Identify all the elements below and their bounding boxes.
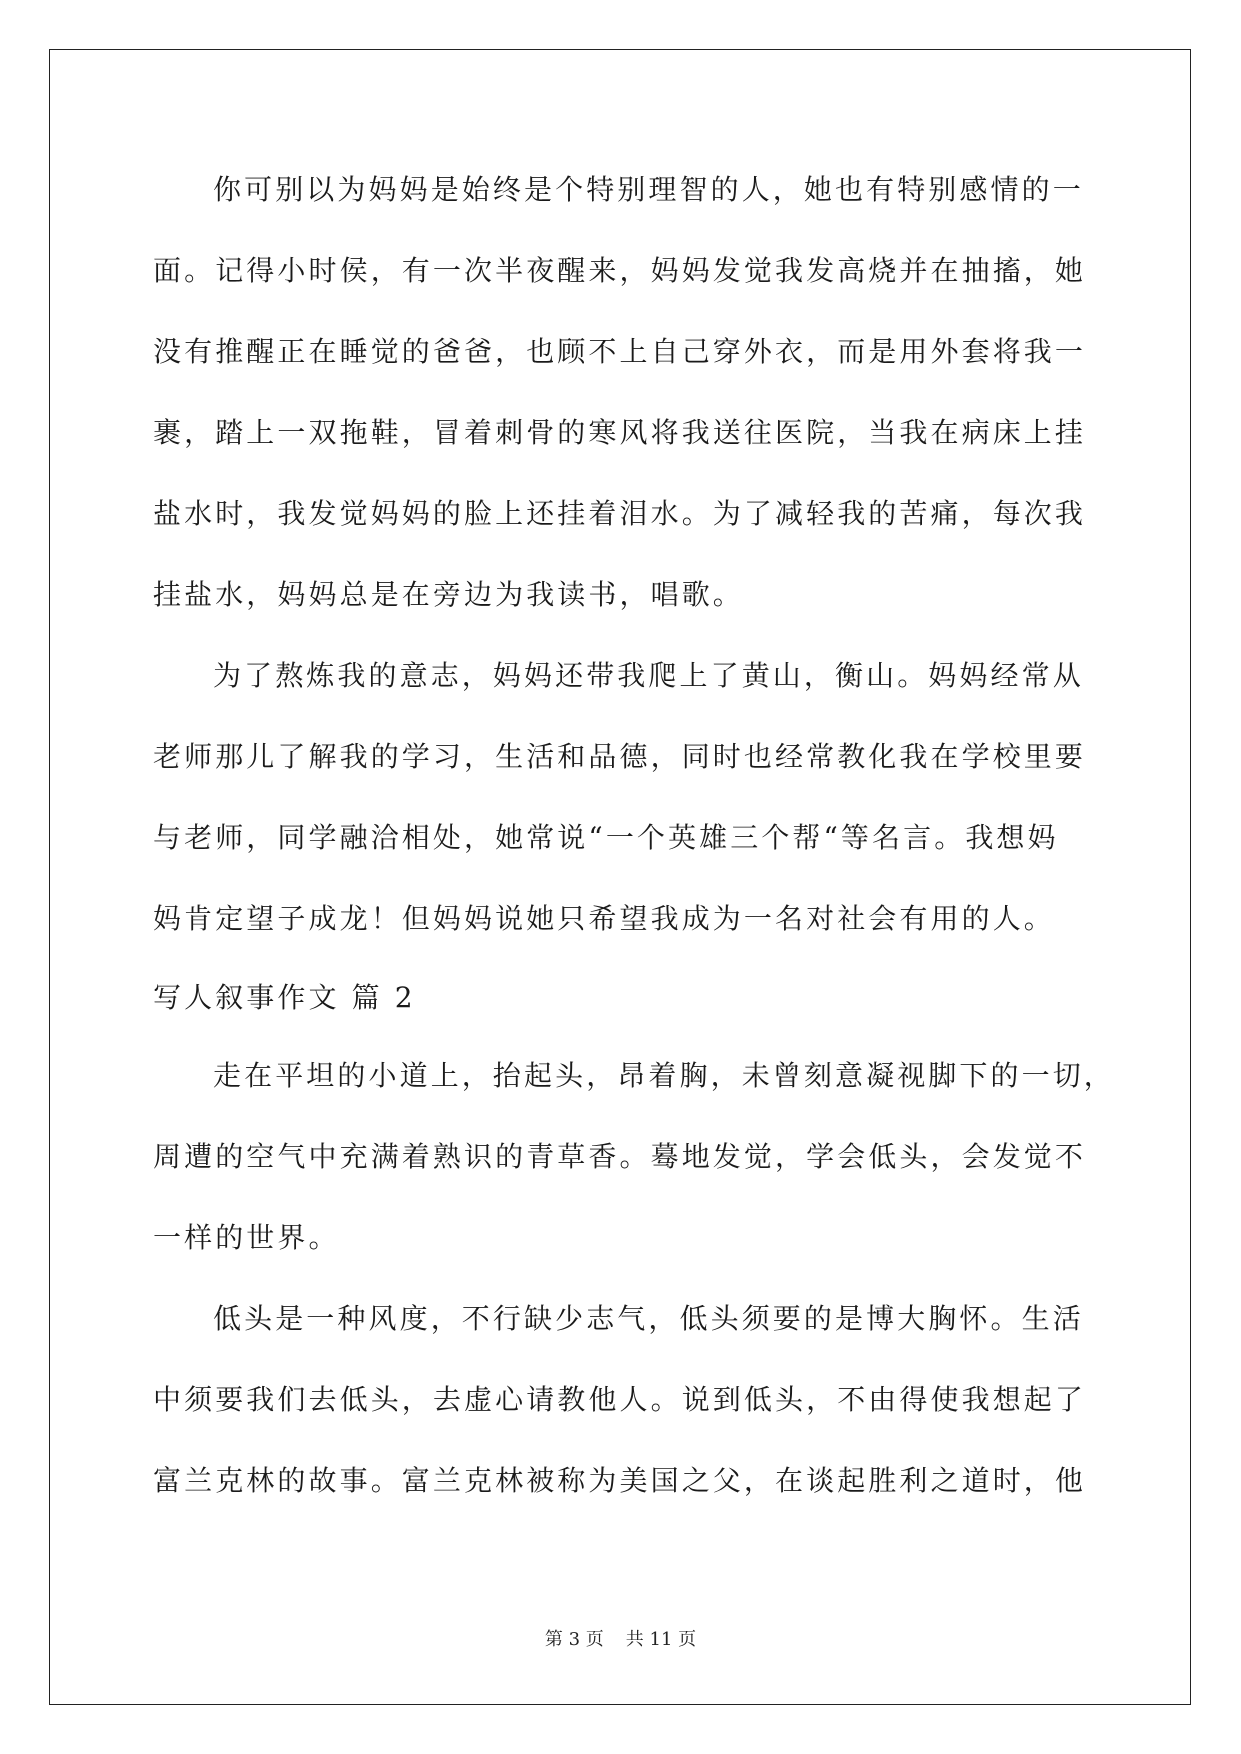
- text-line: 裹，踏上一双拖鞋，冒着刺骨的寒风将我送往医院，当我在病床上挂: [153, 416, 1087, 449]
- text-line: 老师那儿了解我的学习，生活和品德，同时也经常教化我在学校里要: [153, 740, 1087, 773]
- page-number: 第 3 页: [544, 1629, 604, 1650]
- text-line: 挂盐水，妈妈总是在旁边为我读书，唱歌。: [153, 578, 744, 611]
- text-line: 妈肯定望子成龙！但妈妈说她只希望我成为一名对社会有用的人。: [153, 902, 1055, 935]
- text-line: 周遭的空气中充满着熟识的青草香。蓦地发觉，学会低头，会发觉不: [153, 1140, 1087, 1173]
- page-total: 共 11 页: [625, 1629, 697, 1650]
- text-line: 没有推醒正在睡觉的爸爸，也顾不上自己穿外衣，而是用外套将我一: [153, 335, 1087, 368]
- text-line: 面。记得小时侯，有一次半夜醒来，妈妈发觉我发高烧并在抽搐，她: [153, 254, 1087, 287]
- page-border: [49, 49, 1191, 1705]
- text-line: 走在平坦的小道上，抬起头，昂着胸，未曾刻意凝视脚下的一切，: [213, 1059, 1115, 1092]
- text-line: 你可别以为妈妈是始终是个特别理智的人，她也有特别感情的一: [213, 173, 1084, 206]
- text-line: 为了熬炼我的意志，妈妈还带我爬上了黄山，衡山。妈妈经常从: [213, 659, 1084, 692]
- text-line: 中须要我们去低头，去虚心请教他人。说到低头，不由得使我想起了: [153, 1383, 1087, 1416]
- page-footer: [0, 1625, 1241, 1651]
- text-line: 与老师，同学融洽相处，她常说“一个英雄三个帮“等名言。我想妈: [153, 821, 1059, 854]
- text-line: 一样的世界。: [153, 1221, 340, 1254]
- section-heading: 写人叙事作文 篇 2: [153, 981, 416, 1014]
- text-line: 富兰克林的故事。富兰克林被称为美国之父，在谈起胜利之道时，他: [153, 1464, 1087, 1497]
- text-line: 盐水时，我发觉妈妈的脸上还挂着泪水。为了减轻我的苦痛，每次我: [153, 497, 1087, 530]
- text-line: 低头是一种风度，不行缺少志气，低头须要的是博大胸怀。生活: [213, 1302, 1084, 1335]
